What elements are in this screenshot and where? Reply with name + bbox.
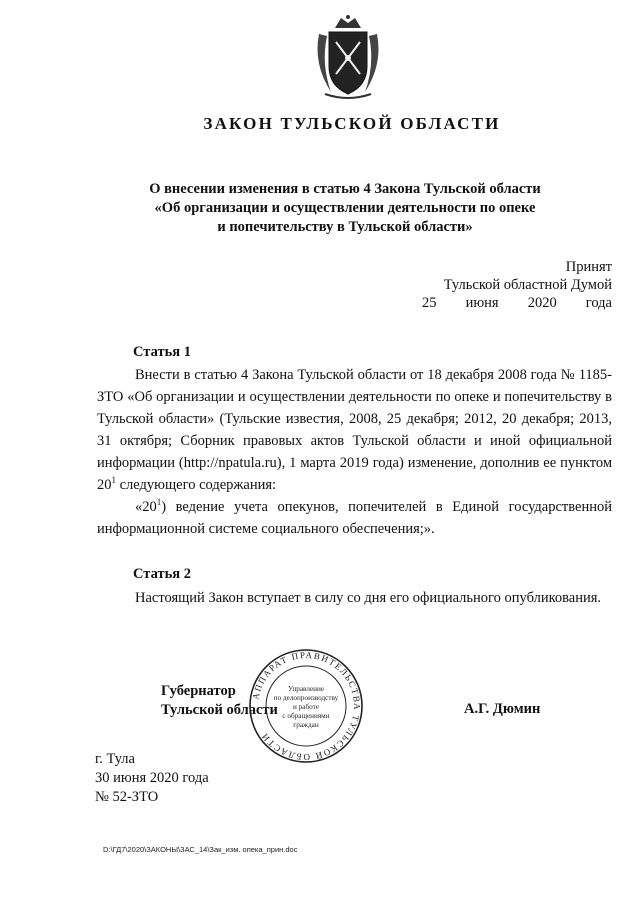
tula-region-coat-of-arms-icon xyxy=(311,14,385,100)
article-1-body: Внести в статью 4 Закона Тульской области от 18 декабря 2008 года № 1185-ЗТО «Об организации и осуществлении деятельности по опеке и попечительству в Тульской области» (Тульские известия, 2008, 25 декабря; 2012, 20 декабря; 2013, 31 октября; Сборник правовых актов Тульской области и иной официальной информации (http://npatula.ru), 1 марта 2019 года) изменение, дополнив ее пунктом 20 xyxy=(97,367,612,493)
subject-line: О внесении изменения в статью 4 Закона Тульской области xyxy=(149,181,541,197)
article-2-heading: Статья 2 xyxy=(133,566,191,582)
adoption-day: 25 xyxy=(422,295,437,311)
adoption-year: 2020 xyxy=(527,295,557,311)
law-title: ЗАКОН ТУЛЬСКОЙ ОБЛАСТИ xyxy=(203,114,501,133)
quote-sup: 1 xyxy=(156,497,162,508)
adopted-body: Тульской областной Думой xyxy=(443,277,612,293)
adoption-date xyxy=(422,294,612,312)
quote-start: «20 xyxy=(135,499,157,515)
signing-date: 30 июня 2020 года xyxy=(95,770,209,786)
quote-rest: ) ведение учета опекунов, попечителей в Единой государственной информационной системе социального обеспечения;». xyxy=(97,499,612,537)
law-number: № 52-ЗТО xyxy=(95,789,159,805)
official-round-seal-icon xyxy=(247,647,365,765)
stamp-inner-line: граждан xyxy=(293,721,319,729)
city: г. Тула xyxy=(95,751,135,767)
signatory-name: А.Г. Дюмин xyxy=(464,701,541,717)
article-1-heading: Статья 1 xyxy=(133,344,191,360)
stamp-inner-line: Управление xyxy=(287,685,325,693)
article-1-body-end: следующего содержания: xyxy=(116,477,277,493)
article-2-text xyxy=(97,587,612,609)
article-1-sup: 1 xyxy=(111,475,116,486)
article-1-quote xyxy=(97,496,612,540)
article-1-text xyxy=(97,364,612,496)
adoption-month: июня xyxy=(465,295,499,311)
stamp-inner-line: с обращениями xyxy=(282,712,330,720)
signatory-title-line: Губернатор xyxy=(161,683,236,699)
subject-line: и попечительству в Тульской области» xyxy=(217,219,473,235)
subject-line: «Об организации и осуществлении деятельности по опеке xyxy=(154,200,536,216)
article-2-body: Настоящий Закон вступает в силу со дня его официального опубликования. xyxy=(135,590,602,606)
stamp-inner-line: и работе xyxy=(293,703,319,711)
adoption-block xyxy=(422,258,612,312)
adopted-label: Принят xyxy=(565,259,612,275)
signatory-title-line: Тульской области xyxy=(161,702,278,718)
place-date-number xyxy=(95,750,209,807)
stamp-inner-line: по делопроизводству xyxy=(273,694,339,702)
adoption-year-suffix: года xyxy=(585,295,612,311)
stamp-outer-text: АППАРАТ ПРАВИТЕЛЬСТВА ТУЛЬСКОЙ ОБЛАСТИ xyxy=(250,649,363,763)
law-subject xyxy=(120,180,570,237)
file-path-footer: D:\ГД7\2020\ЗАКОНЫ\ЗАС_14\Зак_изм. опека_прин.doc xyxy=(103,845,298,854)
